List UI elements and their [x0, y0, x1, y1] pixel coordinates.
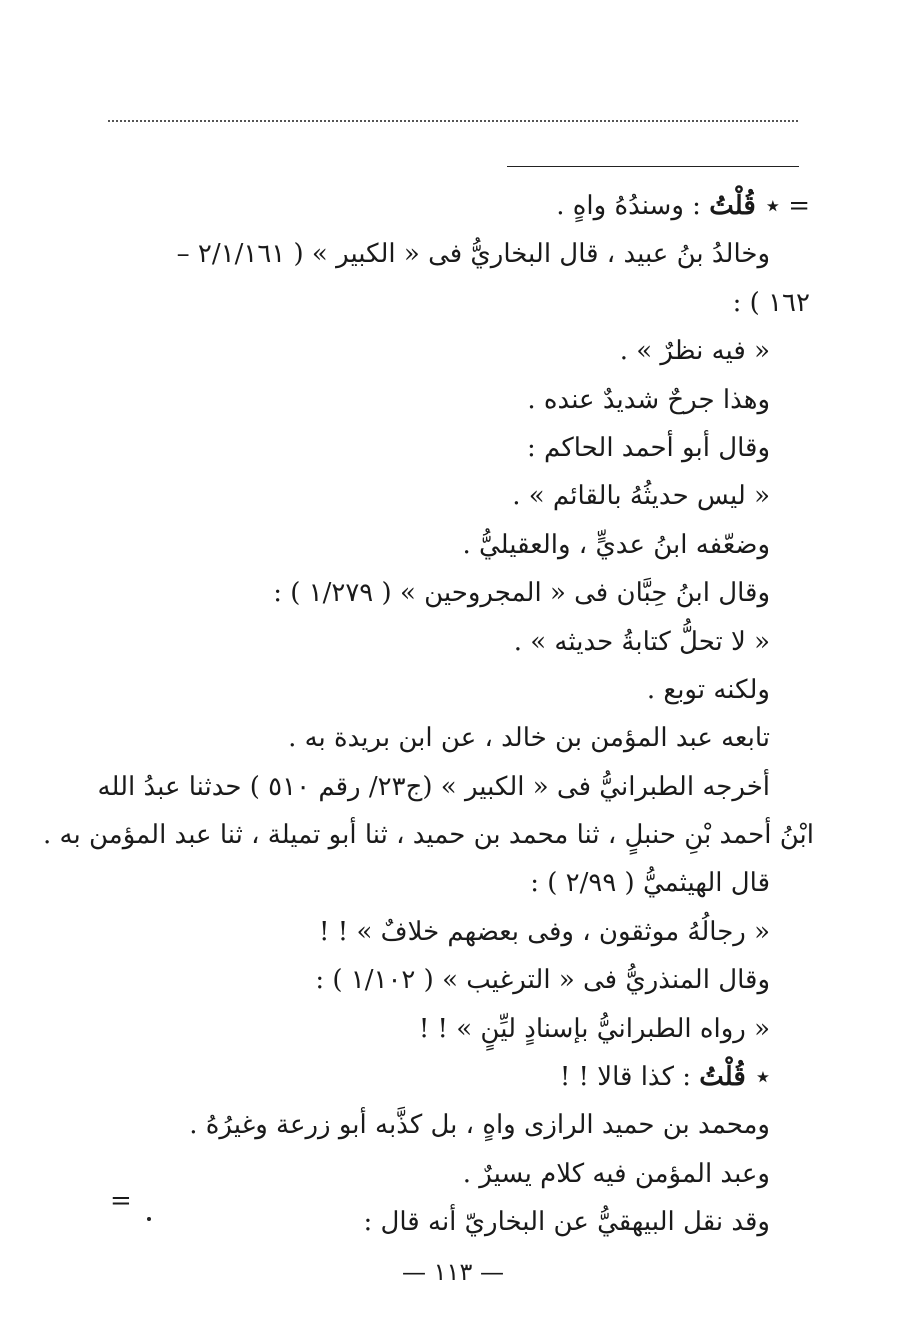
footnote-separator-rule [507, 166, 799, 167]
text-line-8 [100, 521, 810, 569]
line-text: ولكنه توبع . [646, 674, 770, 705]
stray-dot [147, 1217, 151, 1221]
line-text: أخرجه الطبرانيُّ فى « الكبير » (ج٢٣/ رقم ٥١٠ ) حدثنا عبدُ الله [97, 771, 770, 802]
line-text: تابعه عبد المؤمن بن خالد ، عن ابن بريدة به . [288, 723, 770, 754]
text-line-5 [100, 376, 810, 424]
line-lead-mark: ٭ [755, 1062, 770, 1093]
text-line-4 [100, 327, 810, 375]
line-text: وخالدُ بنُ عبيد ، قال البخاريُّ فى « الكبير » ( ٢/١/١٦١ – [176, 239, 770, 270]
line-text: « رواه الطبرانيُّ بإسنادٍ ليِّنٍ » ! ! [418, 1013, 770, 1044]
text-line-15 [100, 859, 810, 907]
line-text: وعبد المؤمن فيه كلام يسيرٌ . [462, 1158, 770, 1189]
text-line-2 [100, 230, 810, 278]
line-text: وقد نقل البيهقيُّ عن البخاريّ أنه قال : [363, 1207, 770, 1238]
line-text: « فيه نظرٌ » . [619, 336, 770, 367]
line-text: وقال ابنُ حِبَّان فى « المجروحين » ( ١/٢٧٩ ) : [273, 578, 770, 609]
line-text: « ليس حديثُهُ بالقائم » . [512, 481, 770, 512]
text-line-18 [100, 1005, 810, 1053]
text-line-21 [100, 1150, 810, 1198]
header-dotted-rule [108, 120, 798, 122]
text-line-13 [97, 763, 810, 811]
text-line-6 [100, 424, 810, 472]
text-line-11 [100, 666, 810, 714]
line-text: ابْنُ أحمد بْنِ حنبلٍ ، ثنا محمد بن حميد ، ثنا أبو تميلة ، ثنا عبد المؤمن به . [43, 820, 814, 851]
text-line-7 [100, 472, 810, 520]
text-line-10 [100, 618, 810, 666]
line-text: وضعّفه ابنُ عديٍّ ، والعقيليُّ . [462, 529, 770, 560]
line-text: « رجالُهُ موثقون ، وفى بعضهم خلافٌ » ! ! [319, 916, 770, 947]
text-line-1 [100, 182, 810, 230]
text-line-3 [100, 279, 810, 327]
line-text: وهذا جرحٌ شديدٌ عنده . [527, 384, 770, 415]
text-line-17 [100, 956, 810, 1004]
line-text: ١٦٢ ) : [732, 287, 810, 318]
line-text: : وسندُهُ واهٍ . [556, 191, 710, 221]
text-line-14 [43, 811, 814, 859]
qultu-label: قُلْتُ [699, 1062, 746, 1093]
line-lead-mark: = ٭ [765, 191, 810, 221]
page-body [43, 182, 814, 1247]
text-line-22 [100, 1198, 810, 1246]
text-line-12 [100, 714, 810, 762]
line-text: « لا تحلُّ كتابةُ حديثه » . [513, 626, 770, 657]
qultu-label: قُلْتُ [709, 191, 756, 221]
line-text: : كذا قالا ! ! [559, 1062, 700, 1093]
line-text: وقال أبو أحمد الحاكم : [526, 432, 770, 463]
text-line-20 [100, 1101, 810, 1149]
line-text: قال الهيثميُّ ( ٢/٩٩ ) : [530, 868, 770, 899]
page-number: — ١١٣ — [402, 1258, 504, 1286]
line-text: ومحمد بن حميد الرازى واهٍ ، بل كذَّبه أبو زرعة وغيرُهُ . [189, 1110, 770, 1141]
text-line-9 [100, 569, 810, 617]
text-line-16 [100, 908, 810, 956]
line-text: وقال المنذريُّ فى « الترغيب » ( ١/١٠٢ ) : [315, 965, 770, 996]
continuation-mark: = [110, 1186, 132, 1216]
text-line-19 [100, 1053, 810, 1101]
